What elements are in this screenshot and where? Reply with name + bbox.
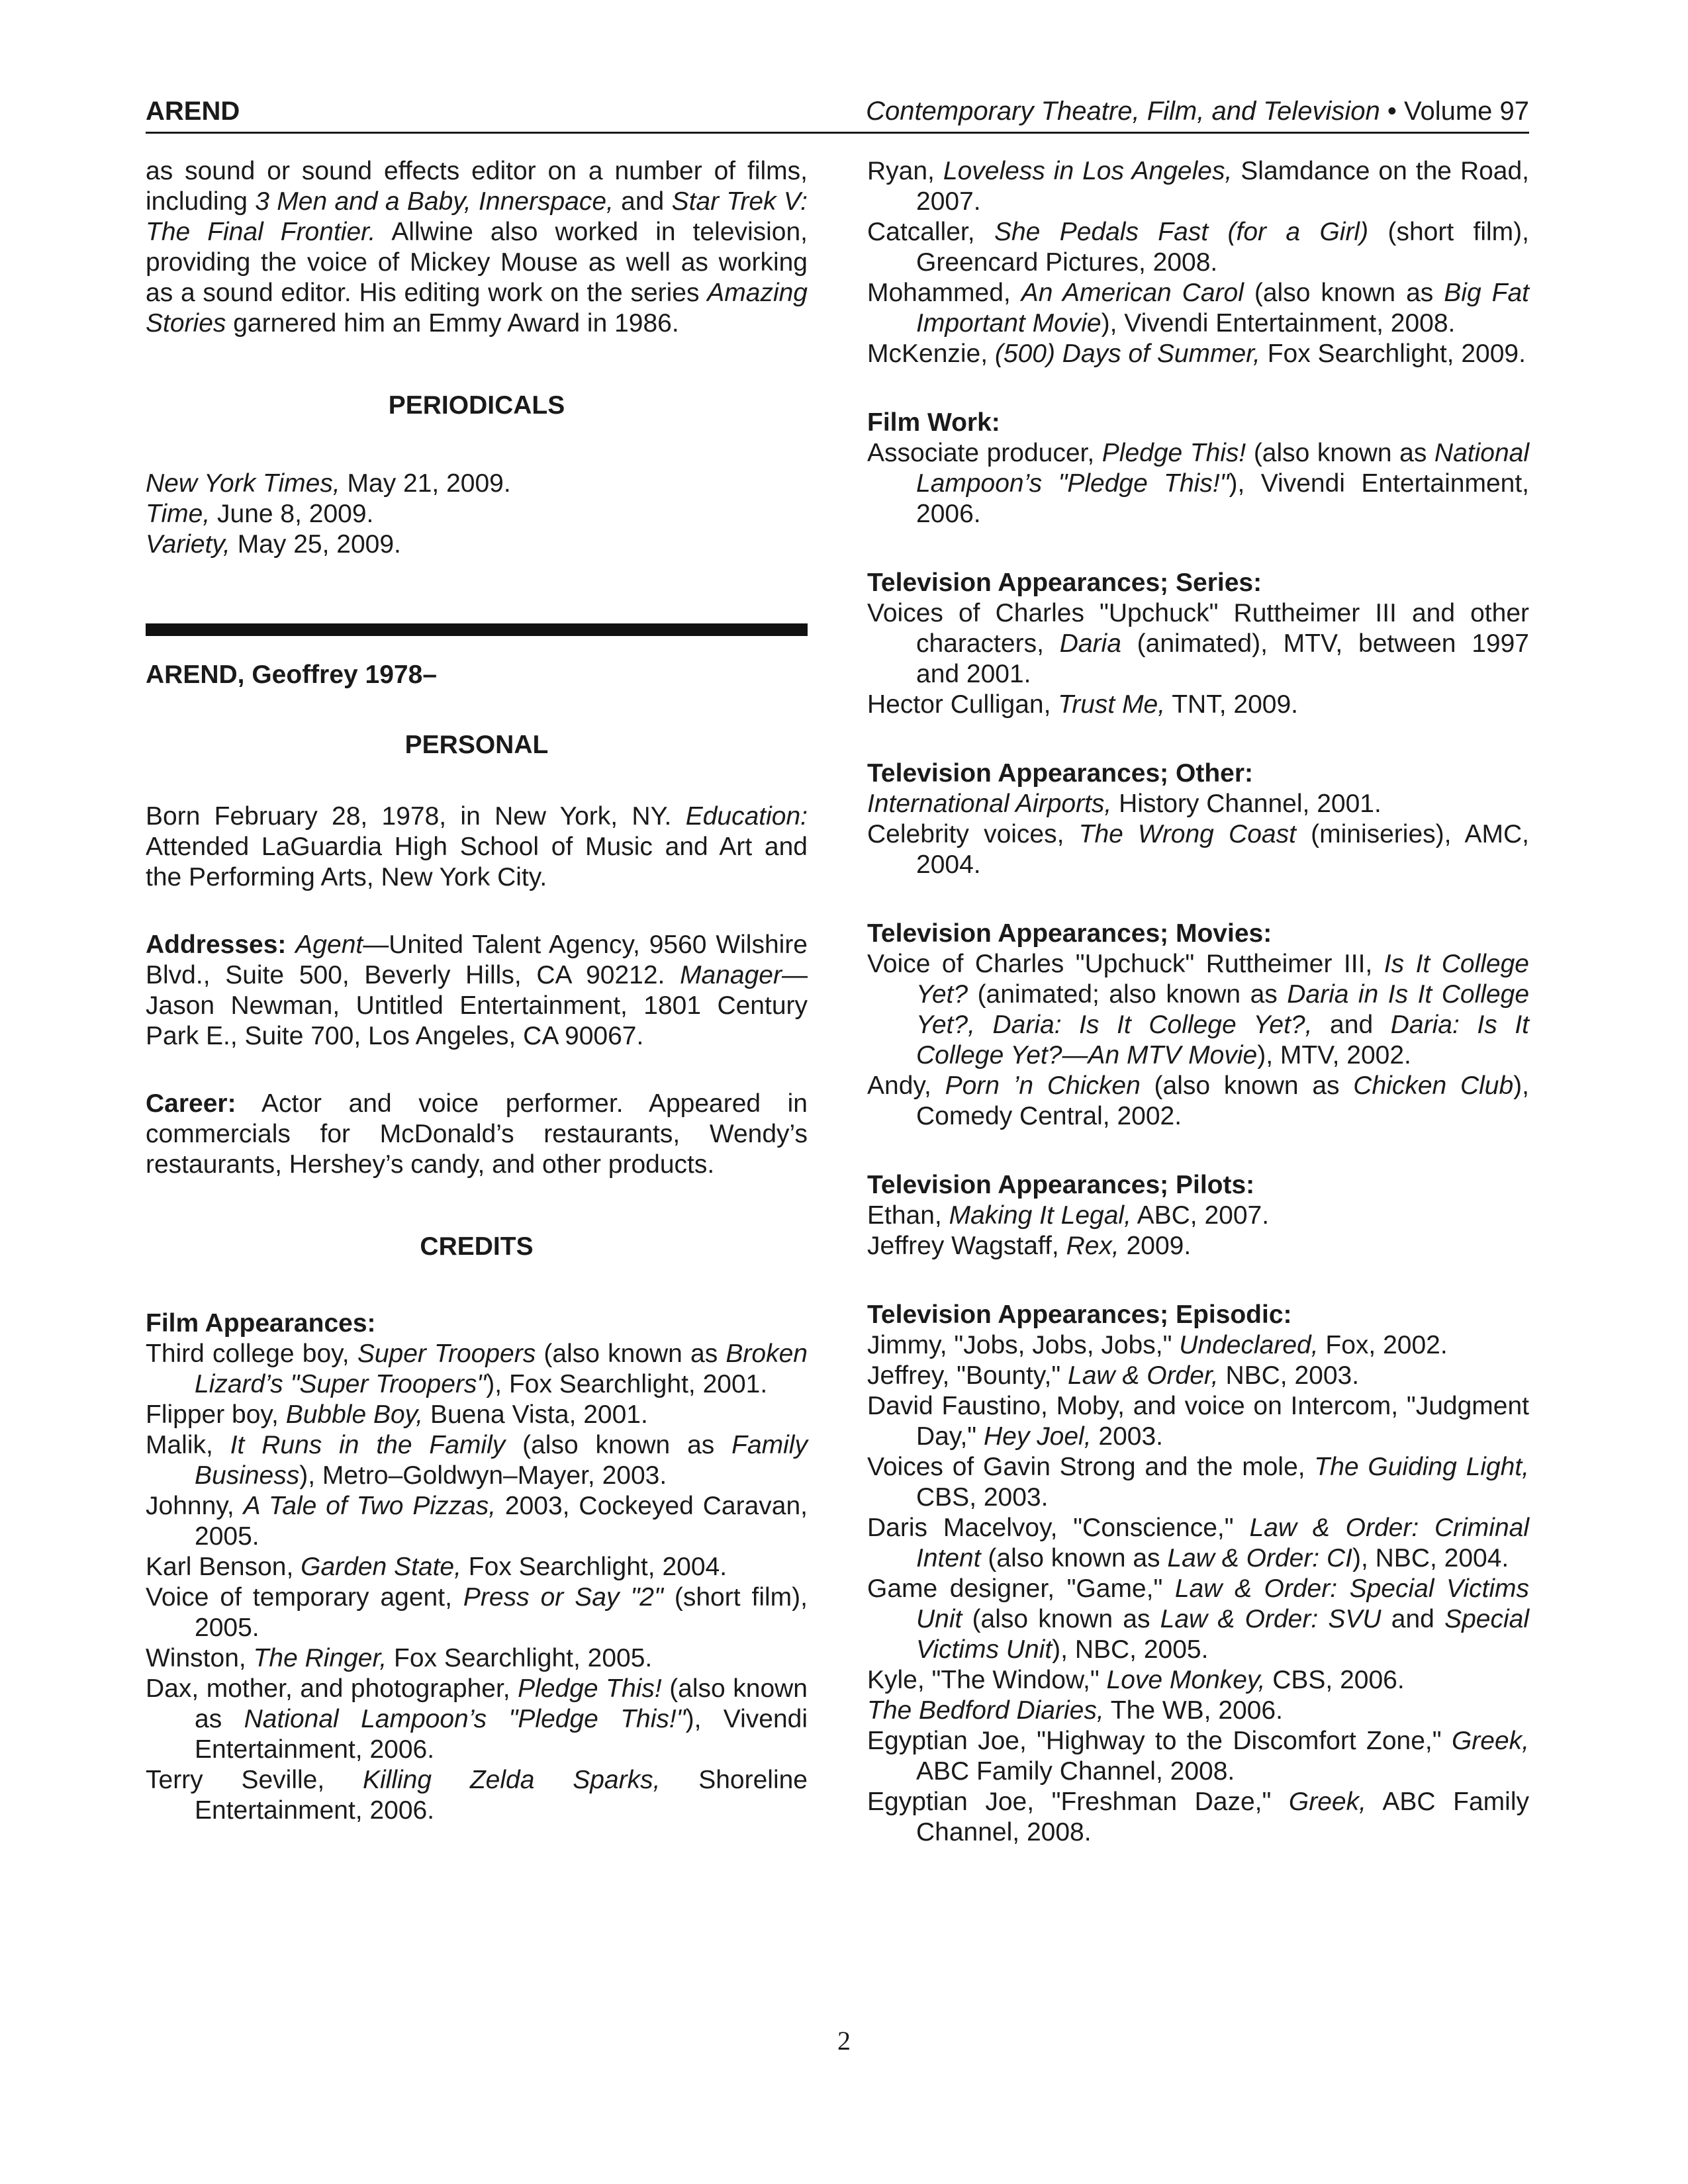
list-item: Game designer, "Game," Law & Order: Special Victims Unit (also known as Law & Order: SVU and Special Victims Unit), NBC, 2005. [867, 1574, 1529, 1664]
list-item: Dax, mother, and photographer, Pledge This! (also known as National Lampoon’s "Pledge This!"), Vivendi Entertainment, 2006. [146, 1674, 808, 1764]
personal-heading: PERSONAL [404, 731, 549, 759]
list-item: Time, June 8, 2009. [146, 500, 374, 528]
tv-pilots-heading: Television Appearances; Pilots: [867, 1171, 1255, 1199]
list-item: Jeffrey, "Bounty," Law & Order, NBC, 2003. [867, 1361, 1360, 1390]
film-appearances-heading: Film Appearances: [146, 1309, 376, 1338]
list-item: McKenzie, (500) Days of Summer, Fox Searchlight, 2009. [867, 340, 1526, 368]
career-paragraph: Career: Actor and voice performer. Appeared in commercials for McDonald’s restaurants, Wendy’s restaurants, Hershey’s candy, and other products. [146, 1089, 808, 1179]
list-item: Voices of Charles "Upchuck" Ruttheimer III and other characters, Daria (animated), MTV, between 1997 and 2001. [867, 599, 1529, 688]
list-item: Variety, May 25, 2009. [146, 530, 401, 559]
personal-paragraph: Born February 28, 1978, in New York, NY. Education: Attended LaGuardia High School of Music and Art and the Performing Arts, New York City. [146, 802, 808, 891]
book-title: Contemporary Theatre, Film, and Television [866, 97, 1380, 126]
list-item: Ethan, Making It Legal, ABC, 2007. [867, 1201, 1270, 1230]
periodicals-list [146, 469, 808, 560]
entry-divider [146, 623, 808, 636]
list-item: Egyptian Joe, "Highway to the Discomfort Zone," Greek, ABC Family Channel, 2008. [867, 1727, 1529, 1786]
list-item: Andy, Porn ’n Chicken (also known as Chicken Club), Comedy Central, 2002. [867, 1071, 1529, 1130]
header-entry-name: AREND [146, 97, 240, 126]
film-appearances-list [146, 1339, 808, 1826]
list-item: Terry Seville, Killing Zelda Sparks, Shoreline Entertainment, 2006. [146, 1766, 808, 1825]
list-item: Hector Culligan, Trust Me, TNT, 2009. [867, 690, 1298, 719]
list-item: Malik, It Runs in the Family (also known as Family Business), Metro–Goldwyn–Mayer, 2003. [146, 1431, 808, 1490]
list-item: New York Times, May 21, 2009. [146, 469, 511, 498]
list-item: Ryan, Loveless in Los Angeles, Slamdance on the Road, 2007. [867, 157, 1530, 216]
list-item: Jeffrey Wagstaff, Rex, 2009. [867, 1232, 1192, 1260]
header-volume: Volume 97 [1403, 97, 1529, 126]
tv-episodic-heading: Television Appearances; Episodic: [867, 1300, 1292, 1329]
film-appearances-continued [867, 156, 1529, 369]
list-item: Voice of temporary agent, Press or Say "2" (short film), 2005. [146, 1583, 808, 1642]
list-item: Karl Benson, Garden State, Fox Searchlight, 2004. [146, 1553, 727, 1581]
list-item: The Bedford Diaries, The WB, 2006. [867, 1696, 1283, 1725]
tv-other-heading: Television Appearances; Other: [867, 759, 1254, 788]
running-header [146, 90, 1529, 134]
page-number: 2 [837, 2026, 851, 2056]
list-item: Celebrity voices, The Wrong Coast (miniseries), AMC, 2004. [867, 820, 1529, 879]
header-separator: • [1387, 97, 1397, 126]
addresses-paragraph: Addresses: Agent—United Talent Agency, 9560 Wilshire Blvd., Suite 500, Beverly Hills, CA 90212. Manager—Jason Newman, Untitled Entertainment, 1801 Century Park E., Suite 700, Los Angeles, CA 90067. [146, 931, 808, 1050]
header-book-title [866, 97, 1529, 126]
credits-heading: CREDITS [420, 1232, 534, 1261]
list-item: Flipper boy, Bubble Boy, Buena Vista, 2001. [146, 1400, 648, 1429]
intro-paragraph: as sound or sound effects editor on a number of films, including 3 Men and a Baby, Innerspace, and Star Trek V: The Final Frontier. Allwine also worked in television, providing the voice of Mickey Mouse as well as working as a sound editor. His editing work on the series Amazing Stories garnered him an Emmy Award in 1986. [146, 157, 808, 338]
list-item: Johnny, A Tale of Two Pizzas, 2003, Cockeyed Caravan, 2005. [146, 1492, 808, 1551]
right-column [867, 156, 1529, 1848]
list-item: Catcaller, She Pedals Fast (for a Girl) (short film), Greencard Pictures, 2008. [867, 218, 1529, 277]
list-item: Egyptian Joe, "Freshman Daze," Greek, ABC Family Channel, 2008. [867, 1788, 1529, 1846]
left-column [146, 156, 808, 1826]
list-item: Voices of Gavin Strong and the mole, The Guiding Light, CBS, 2003. [867, 1453, 1529, 1512]
tv-series-heading: Television Appearances; Series: [867, 569, 1262, 597]
list-item: Associate producer, Pledge This! (also known as National Lampoon’s "Pledge This!"), Vivendi Entertainment, 2006. [867, 439, 1529, 528]
list-item: Winston, The Ringer, Fox Searchlight, 2005. [146, 1644, 653, 1672]
list-item: Voice of Charles "Upchuck" Ruttheimer III, Is It College Yet? (animated; also known as Daria in Is It College Yet?, Daria: Is It College Yet?, and Daria: Is It College Yet?—An MTV Movie), MTV, 2002. [867, 950, 1530, 1069]
tv-movies-heading: Television Appearances; Movies: [867, 919, 1272, 948]
list-item: David Faustino, Moby, and voice on Intercom, "Judgment Day," Hey Joel, 2003. [867, 1392, 1529, 1451]
list-item: Third college boy, Super Troopers (also known as Broken Lizard’s "Super Troopers"), Fox Searchlight, 2001. [146, 1340, 808, 1398]
list-item: Daris Macelvoy, "Conscience," Law & Order: Criminal Intent (also known as Law & Order: CI), NBC, 2004. [867, 1514, 1529, 1572]
list-item: International Airports, History Channel, 2001. [867, 790, 1382, 818]
list-item: Kyle, "The Window," Love Monkey, CBS, 2006. [867, 1666, 1405, 1694]
periodicals-heading: PERIODICALS [388, 391, 565, 420]
list-item: Mohammed, An American Carol (also known as Big Fat Important Movie), Vivendi Entertainment, 2008. [867, 279, 1529, 338]
list-item: Jimmy, "Jobs, Jobs, Jobs," Undeclared, Fox, 2002. [867, 1331, 1448, 1359]
film-work-heading: Film Work: [867, 408, 1000, 437]
entry-name: AREND, Geoffrey 1978– [146, 660, 438, 689]
